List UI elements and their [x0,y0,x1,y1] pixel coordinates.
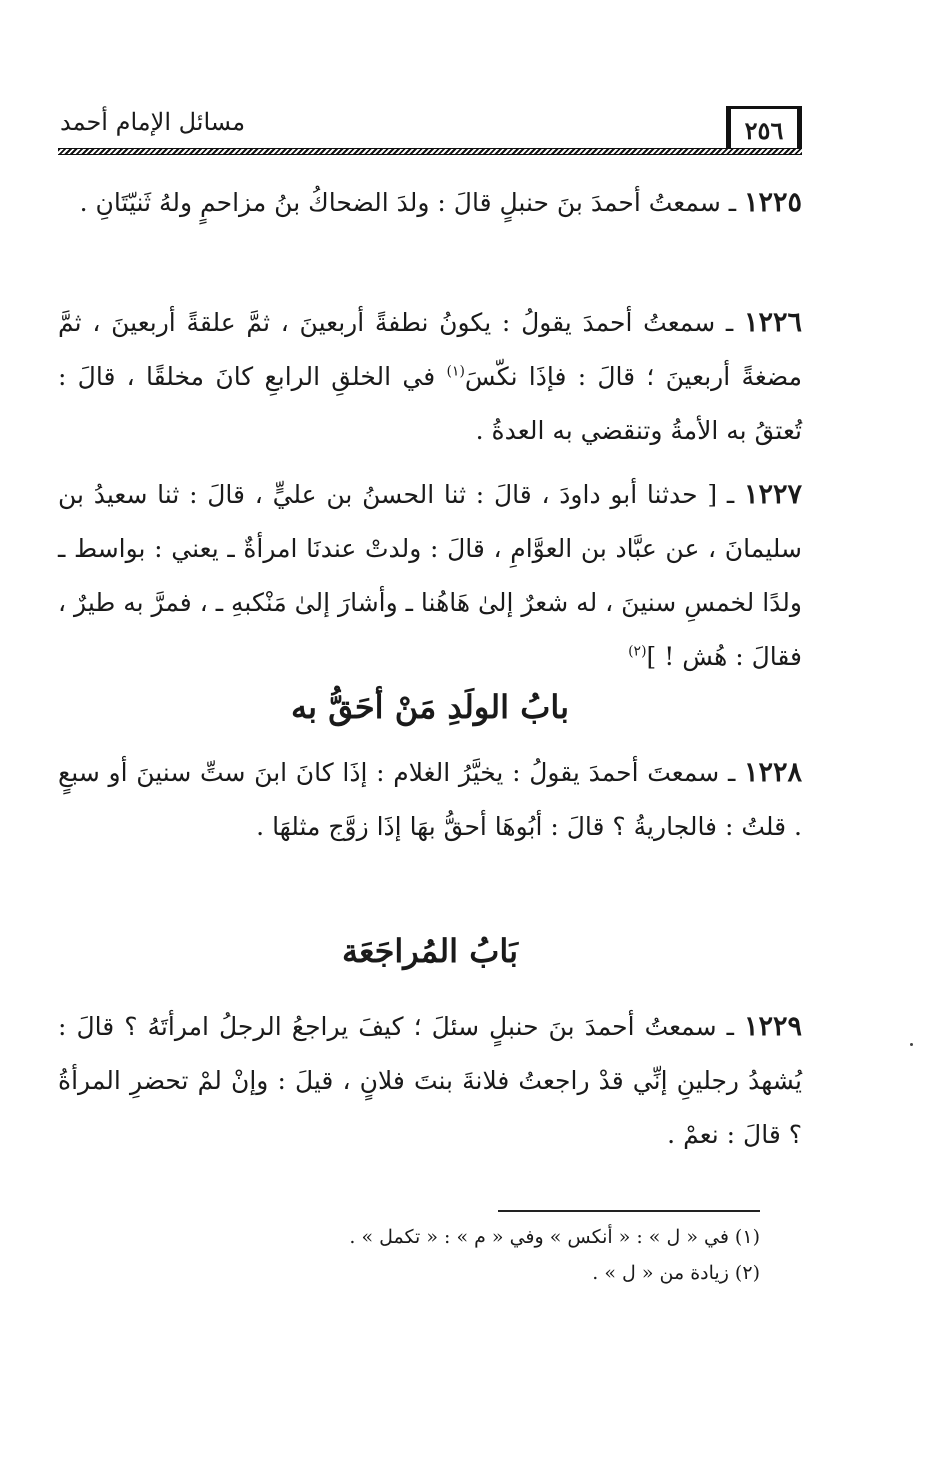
paragraph-number: ١٢٢٦ [743,307,802,338]
paragraph-text: في الخلقِ الرابعِ كانَ مخلقًا ، قالَ : تُعتقُ به الأمةُ وتنقضي به العدةُ . [58,362,802,445]
section-heading-custody: بابُ الولَدِ مَنْ أحَقُّ به [291,688,569,726]
paragraph-text: ـ سمعتُ أحمدَ يقولُ : يكونُ نطفةً أربعينَ ، ثمَّ علقةً أربعينَ ، ثمَّ مضغةً أربعينَ ؛ قالَ : فإذَا نكّسَ [58,308,802,391]
paragraph-text: ـ سمعتُ أحمدَ بنَ حنبلٍ سئلَ ؛ كيفَ يراجعُ الرجلُ امرأتَهُ ؟ قالَ : يُشهدُ رجلينِ إنِّي قدْ راجعتُ فلانةَ بنتَ فلانٍ ، قيلَ : وإنْ لمْ تحضرِ المرأةُ ؟ قالَ : نعمْ . [58,1012,802,1149]
footnote-2: (٢) زيادة من « ل » . [592,1262,760,1284]
paragraph-text: ـ سمعتَ أحمدَ يقولُ : يخيَّرُ الغلام : إذَا كانَ ابنَ ستِّ سنينَ أو سبعٍ . قلتُ : فالجاريةُ ؟ قالَ : أبُوهَا أحقُّ بهَا إذَا زوَّج مثلهَا . [58,758,802,841]
paragraph-1226 [58,296,802,458]
section-heading-return: بَابُ المُراجَعَة [342,932,518,970]
paragraph-text: ـ [ حدثنا أبو داودَ ، قالَ : ثنا الحسنُ بن عليٍّ ، قالَ : ثنا سعيدُ بن سليمانَ ، عن عبَّاد بن العوَّامِ ، قالَ : ولدتْ عندنَا امرأةٌ ـ يعني : بواسط ـ ولدًا لخمسِ سنينَ ، له شعرٌ إلىٰ هَاهُنا ـ وأشارَ إلىٰ مَنْكبهِ ـ ، فمرَّ به طيرٌ ، فقالَ : هُش ! ] [58,480,802,671]
header-rule [58,148,802,155]
paragraph-number: ١٢٢٥ [743,187,802,218]
running-title: مسائل الإمام أحمد [60,108,246,136]
paragraph-1228 [58,746,802,854]
paragraph-number: ١٢٢٧ [743,479,802,510]
paragraph-1225 [58,176,802,230]
footnote-ref: (١) [446,363,465,380]
paragraph-number: ١٢٢٩ [743,1011,802,1042]
footnote-1: (١) في « ل » : « أنكس » وفي « م » : « تكمل » . [349,1226,760,1248]
paragraph-1227 [58,468,802,684]
footnote-ref: (٢) [628,643,647,660]
footnote-separator [498,1210,760,1212]
margin-dot [910,1043,913,1046]
paragraph-text: ـ سمعتُ أحمدَ بنَ حنبلٍ قالَ : ولدَ الضحاكُ بنُ مزاحمٍ ولهُ ثَنيّتَانِ . [79,188,744,217]
paragraph-number: ١٢٢٨ [743,757,802,788]
page-number: ٢٥٦ [726,106,802,152]
paragraph-1229 [58,1000,802,1162]
